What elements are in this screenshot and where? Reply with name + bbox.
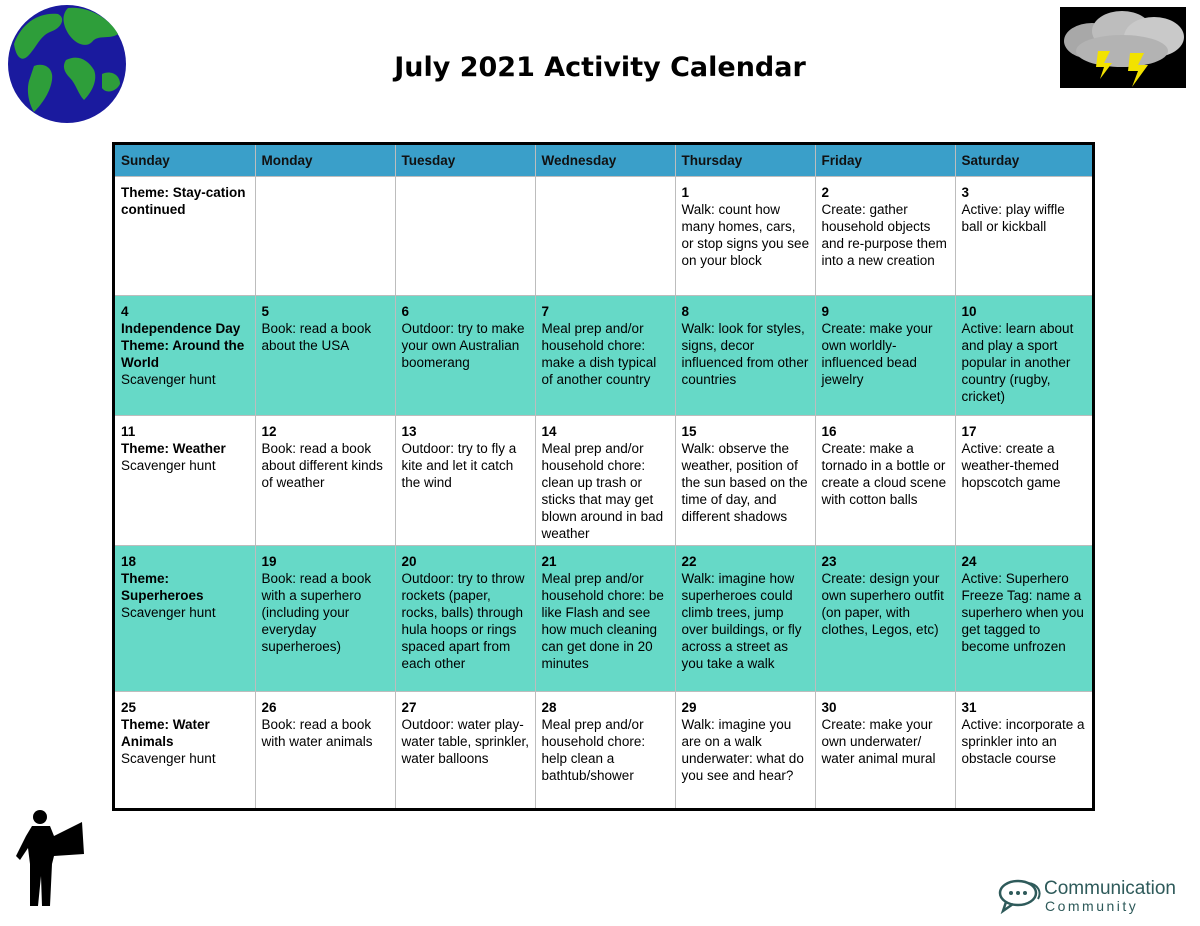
day-number: 31 [961, 700, 977, 715]
day-activity: Outdoor: water play- water table, sprinkler, water balloons [401, 717, 530, 766]
day-number: 11 [121, 424, 136, 439]
day-number: 8 [681, 304, 690, 319]
day-activity: Active: play wiffle ball or kickball [961, 202, 1065, 234]
weekday-header-row [115, 145, 1092, 177]
day-activity: Scavenger hunt [121, 458, 216, 473]
day-activity: Walk: imagine you are on a walk underwater: what do you see and hear? [681, 717, 804, 783]
day-cell [115, 546, 255, 692]
week-row [115, 296, 1092, 416]
day-activity: Book: read a book about the USA [261, 321, 372, 353]
day-cell [815, 177, 955, 296]
day-cell [255, 177, 395, 296]
day-cell [395, 296, 535, 416]
day-activity: Meal prep and/or household chore: clean up trash or sticks that may get blown around in bad weather [541, 441, 664, 541]
day-number: 2 [821, 185, 830, 200]
day-cell [255, 296, 395, 416]
week-row [115, 692, 1092, 808]
globe-icon [6, 4, 128, 124]
day-activity: Scavenger hunt [121, 751, 216, 766]
day-number: 9 [821, 304, 830, 319]
day-theme: Theme: Superheroes [121, 571, 204, 603]
day-cell [815, 546, 955, 692]
day-number: 7 [541, 304, 550, 319]
day-number: 6 [401, 304, 410, 319]
weekday-header: Wednesday [535, 145, 675, 177]
day-cell [395, 546, 535, 692]
day-number: 22 [681, 554, 697, 569]
day-cell [955, 546, 1092, 692]
day-number: 23 [821, 554, 837, 569]
day-cell [815, 416, 955, 546]
day-activity: Scavenger hunt [121, 372, 216, 387]
day-number: 25 [121, 700, 137, 715]
day-number: 13 [401, 424, 417, 439]
day-activity: Active: Superhero Freeze Tag: name a superhero when you get tagged to become unfrozen [961, 571, 1084, 654]
logo-line-1: Communication [1044, 878, 1176, 899]
day-theme: Theme: Stay-cation continued [121, 185, 246, 217]
day-number: 18 [121, 554, 137, 569]
day-activity: Meal prep and/or household chore: help clean a bathtub/shower [541, 717, 646, 783]
day-activity: Book: read a book about different kinds of weather [261, 441, 383, 490]
day-number: 21 [541, 554, 557, 569]
day-activity: Scavenger hunt [121, 605, 216, 620]
day-cell [115, 416, 255, 546]
weekday-header: Thursday [675, 145, 815, 177]
communication-community-logo [998, 874, 1193, 918]
day-number: 12 [261, 424, 277, 439]
day-cell [955, 177, 1092, 296]
day-number: 29 [681, 700, 697, 715]
day-cell [955, 296, 1092, 416]
day-cell [115, 177, 255, 296]
weekday-header: Tuesday [395, 145, 535, 177]
day-number: 28 [541, 700, 557, 715]
day-cell [395, 692, 535, 808]
day-cell [255, 692, 395, 808]
day-cell [535, 692, 675, 808]
day-number: 10 [961, 304, 977, 319]
day-cell [675, 546, 815, 692]
day-cell [675, 177, 815, 296]
day-cell [675, 296, 815, 416]
day-activity: Create: make your own underwater/ water animal mural [821, 717, 936, 766]
day-number: 20 [401, 554, 417, 569]
day-number: 5 [261, 304, 270, 319]
day-theme: Independence Day Theme: Around the World [121, 321, 245, 370]
weekday-header: Friday [815, 145, 955, 177]
day-number: 14 [541, 424, 557, 439]
day-number: 26 [261, 700, 277, 715]
weekday-header: Monday [255, 145, 395, 177]
day-number: 4 [121, 304, 129, 319]
day-theme: Theme: Weather [121, 441, 226, 456]
week-row [115, 416, 1092, 546]
day-number: 19 [261, 554, 277, 569]
day-activity: Book: read a book with water animals [261, 717, 373, 749]
day-cell [535, 546, 675, 692]
weekday-header: Saturday [955, 145, 1092, 177]
day-activity: Outdoor: try to fly a kite and let it catch the wind [401, 441, 517, 490]
day-cell [395, 416, 535, 546]
superhero-silhouette-icon [14, 808, 84, 908]
chat-bubble-icon [998, 878, 1042, 914]
day-number: 17 [961, 424, 977, 439]
logo-line-2: Community [1045, 898, 1139, 914]
day-number: 16 [821, 424, 837, 439]
day-cell [955, 416, 1092, 546]
day-cell [535, 177, 675, 296]
day-activity: Walk: observe the weather, position of the sun based on the time of day, and different shadows [681, 441, 808, 524]
day-activity: Create: make a tornado in a bottle or create a cloud scene with cotton balls [821, 441, 947, 507]
day-cell [115, 692, 255, 808]
day-cell [815, 692, 955, 808]
day-activity: Meal prep and/or household chore: be like Flash and see how much cleaning can get done in 20 minutes [541, 571, 664, 671]
day-activity: Create: gather household objects and re-purpose them into a new creation [821, 202, 947, 268]
day-theme: Theme: Water Animals [121, 717, 210, 749]
calendar-grid [112, 142, 1095, 811]
day-cell [255, 546, 395, 692]
day-activity: Walk: count how many homes, cars, or stop signs you see on your block [681, 202, 810, 268]
day-cell [115, 296, 255, 416]
page-title: July 2021 Activity Calendar [394, 52, 806, 83]
day-activity: Outdoor: try to make your own Australian boomerang [401, 321, 525, 370]
storm-cloud-icon [1060, 7, 1186, 88]
day-activity: Active: learn about and play a sport popular in another country (rugby, cricket) [961, 321, 1074, 404]
day-number: 27 [401, 700, 417, 715]
day-cell [535, 416, 675, 546]
day-activity: Walk: imagine how superheroes could climb trees, jump over buildings, or fly across a street as you take a walk [681, 571, 802, 671]
week-row [115, 546, 1092, 692]
day-activity: Create: design your own superhero outfit (on paper, with clothes, Legos, etc) [821, 571, 944, 637]
day-cell [255, 416, 395, 546]
weekday-header: Sunday [115, 145, 255, 177]
week-row [115, 177, 1092, 296]
day-activity: Book: read a book with a superhero (including your everyday superheroes) [261, 571, 372, 654]
day-activity: Walk: look for styles, signs, decor influenced from other countries [681, 321, 809, 387]
day-cell [535, 296, 675, 416]
day-activity: Outdoor: try to throw rockets (paper, rocks, balls) through hula hoops or rings spaced apart from each other [401, 571, 525, 671]
day-number: 24 [961, 554, 977, 569]
day-cell [815, 296, 955, 416]
day-activity: Active: incorporate a sprinkler into an obstacle course [961, 717, 1085, 766]
day-cell [955, 692, 1092, 808]
day-cell [675, 692, 815, 808]
day-activity: Meal prep and/or household chore: make a dish typical of another country [541, 321, 657, 387]
day-number: 30 [821, 700, 837, 715]
day-cell [675, 416, 815, 546]
day-number: 15 [681, 424, 697, 439]
day-number: 1 [681, 185, 690, 200]
day-number: 3 [961, 185, 970, 200]
day-activity: Create: make your own worldly-influenced bead jewelry [821, 321, 933, 387]
day-cell [395, 177, 535, 296]
day-activity: Active: create a weather-themed hopscotch game [961, 441, 1061, 490]
